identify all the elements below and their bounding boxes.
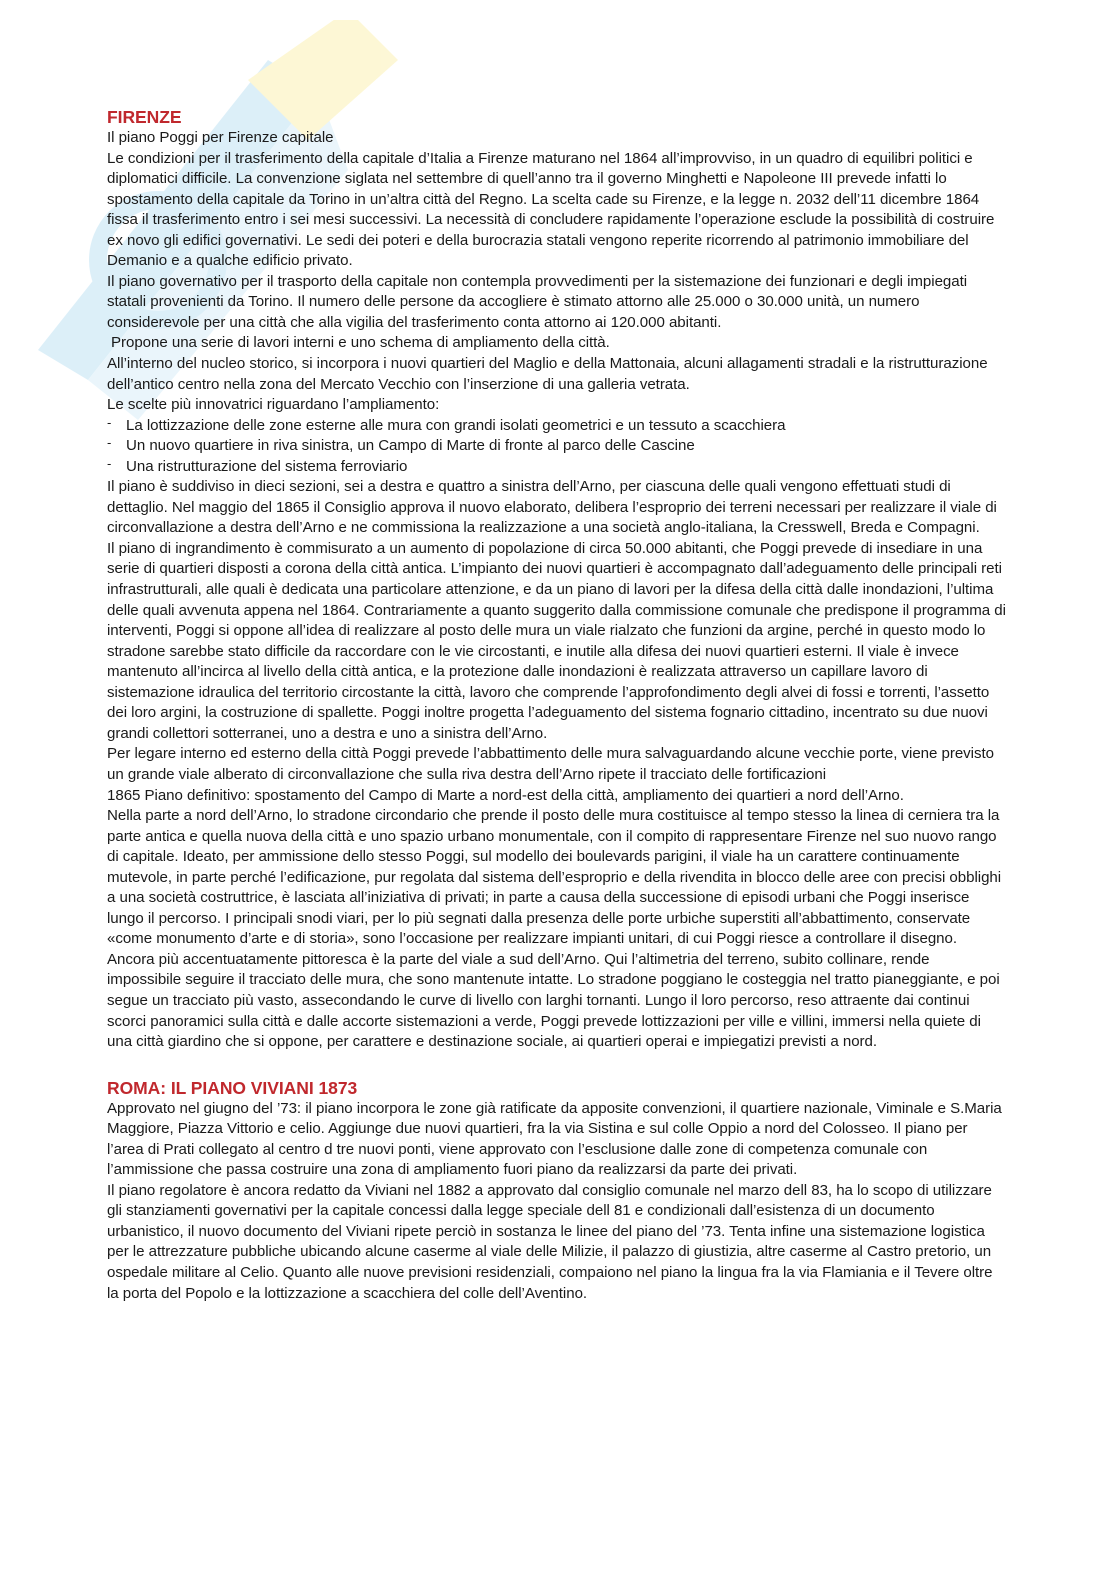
list-item-text: Un nuovo quartiere in riva sinistra, un Campo di Marte di fronte al parco delle Cascine: [126, 437, 695, 455]
list-marker: -: [107, 455, 112, 471]
list-marker: -: [107, 414, 112, 430]
list-item: [107, 457, 1007, 478]
section-subtitle-firenze: Il piano Poggi per Firenze capitale: [107, 129, 334, 146]
paragraph: Il piano regolatore è ancora redatto da Viviani nel 1882 a approvato dal consiglio comunale nel marzo dell 83, ha lo scopo di utilizzare gli stanziamenti governativi per la capitale concessi dalla legge speciale dell 81 e condizionali dall’esistenza di un documento urbanistico, il nuovo documento del Viviani ripete perciò in sostanza le linee del piano del ’73. Tenta infine una sistemazione logistica per le attrezzature pubbliche ubicando alcune caserme al viale delle Milizie, il palazzo di giustizia, altre caserme al Castro pretorio, un ospedale militare al Celio. Quanto alle nuove previsioni residenziali, compaiono nel piano la lingua fra la via Flamiania e il Tevere oltre la porta del Popolo e la lottizzazione a scacchiera del colle dell’Aventino.: [107, 1181, 993, 1302]
paragraph: All’interno del nucleo storico, si incorpora i nuovi quartieri del Maglio e della Mattonaia, alcuni allagamenti stradali e la ristrutturazione dell’antico centro nella zona del Mercato Vecchio con l’inserzione di una galleria vetrata.: [107, 355, 988, 393]
list-item-text: La lottizzazione delle zone esterne alle mura con grandi isolati geometrici e un tessuto a scacchiera: [126, 416, 786, 434]
paragraph: Ancora più accentuatamente pittoresca è la parte del viale a sud dell’Arno. Qui l’altimetria del terreno, subito collinare, rende impossibile seguire il tracciato delle mura, che sono mantenute intatte. Lo stradone poggiano le costeggia nel tratto pianeggiante, e poi segue un tracciato più vasto, assecondando le curve di livello con larghi tornanti. Lungo il loro percorso, reso attraente dai continui scorci panoramici sulla città e dalle accorte sistemazioni a verde, Poggi prevede lottizzazioni per ville e villini, immersi nella quiete di una città giardino che si oppone, per carattere e destinazione sociale, ai quartieri operai e impiegatizi previsti a nord.: [107, 950, 1000, 1051]
paragraph: Le condizioni per il trasferimento della capitale d’Italia a Firenze maturano nel 1864 all’improvviso, in un quadro di equilibri politici e diplomatici difficile. La convenzione siglata nel settembre di quell’anno tra il governo Minghetti e Napoleone III prevede infatti lo spostamento della capitale da Torino in un’altra città del Regno. La scelta cade su Firenze, e la legge n. 2032 dell’11 dicembre 1864 fissa il trasferimento entro i sei mesi successivi. La necessità di concludere rapidamente l’operazione esclude la possibilità di costruire ex novo gli edifici governativi. Le sedi dei poteri e della burocrazia statali vengono reperite ricorrendo al patrimonio immobiliare del Demanio e a qualche edificio privato.: [107, 149, 995, 270]
paragraph: Il piano di ingrandimento è commisurato a un aumento di popolazione di circa 50.000 abitanti, che Poggi prevede di insediare in una serie di quartieri disposti a corona della città antica. L’impianto dei nuovi quartieri è accompagnato dall’adeguamento delle principali reti infrastrutturali, alle quali è dedicata una particolare attenzione, e da un piano di lavori per la difesa della città dalle inondazioni, l’ultima delle quali avvenuta appena nel 1864. Contrariamente a quanto suggerito dalla commissione comunale che predispone il programma di interventi, Poggi si oppone all’idea di realizzare al posto delle mura un viale rialzato che funzioni da argine, perché in questo modo lo stradone sarebbe stato difficile da raccordare con le vie circostanti, e inutile alla difesa dei nuovi quartieri esterni. Il viale è invece mantenuto all’incirca al livello della città antica, e la protezione dalle inondazioni è realizzata attraverso un capillare lavoro di sistemazione idraulica del territorio circostante la città, lavoro che comprende l’approfondimento degli alvei di fossi e torrenti, l’assetto dei loro argini, la costruzione di spallette. Poggi inoltre progetta l’adeguamento del sistema fognario cittadino, incentrato su due nuovi grandi collettori sotterranei, uno a destra e uno a sinistra dell’Arno.: [107, 539, 1006, 742]
list-item: [107, 436, 1007, 457]
section-title-firenze: FIRENZE: [107, 107, 182, 127]
paragraph: Il piano è suddiviso in dieci sezioni, sei a destra e quattro a sinistra dell’Arno, per ciascuna delle quali vengono effettuati studi di dettaglio. Nel maggio del 1865 il Consiglio approva il nuovo elaborato, delibera l’esproprio dei terreni necessari per realizzare il viale di circonvallazione a destra dell’Arno e ne commissiona la realizzazione a una società anglo-italiana, la Cresswell, Breda e Compagni.: [107, 478, 997, 537]
bullet-list: [107, 416, 1007, 478]
paragraph: 1865 Piano definitivo: spostamento del Campo di Marte a nord-est della città, ampliamento dei quartieri a nord dell’Arno.: [107, 786, 904, 804]
paragraph: Propone una serie di lavori interni e uno schema di ampliamento della città.: [111, 334, 610, 352]
paragraph: Nella parte a nord dell’Arno, lo stradone circondario che prende il posto delle mura costituisce al tempo stesso la linea di cerniera tra la parte antica e quella nuova della città e uno spazio urbano monumentale, con il compito di rappresentare Firenze nel suo nuovo rango di capitale. Ideato, per ammissione dello stesso Poggi, sul modello dei boulevards parigini, il viale ha un carattere continuamente mutevole, in parte perché l’edificazione, pur regolata dal sistema dell’esproprio e della rivendita in blocco delle aree con precisi obblighi a una società costruttrice, è lasciata all’iniziativa di privati; in parte a causa della successione di episodi urbani che Poggi inserisce lungo il percorso. I principali snodi viari, per lo più segnati dalla presenza delle porte urbiche superstiti all’abbattimento, conservate «come monumento d’arte e di storia», sono l’occasione per realizzare impianti unitari, di cui Poggi riesce a controllare il disegno.: [107, 807, 1002, 948]
list-item-text: Una ristrutturazione del sistema ferroviario: [126, 457, 408, 475]
paragraph: Approvato nel giugno del ’73: il piano incorpora le zone già ratificate da apposite convenzioni, il quartiere nazionale, Viminale e S.Maria Maggiore, Piazza Vittorio e celio. Aggiunge due nuovi quartieri, fra la via Sistina e sul colle Oppio a nord del Colosseo. Il piano per l’area di Prati collegato al centro d tre nuovi ponti, viene approvato con l’esclusione dalle zone di competenza comunale con l’ammissione che passa costruire una zona di ampliamento fuori piano da realizzarsi da parte dei privati.: [107, 1099, 1002, 1179]
list-marker: -: [107, 435, 112, 451]
paragraph: Le scelte più innovatrici riguardano l’ampliamento:: [107, 396, 440, 414]
section-title-roma: ROMA: IL PIANO VIVIANI 1873: [107, 1077, 358, 1098]
paragraph: Per legare interno ed esterno della città Poggi prevede l’abbattimento delle mura salvaguardando alcune vecchie porte, viene previsto un grande viale alberato di circonvallazione che sulla riva destra dell’Arno ripete il tracciato delle fortificazioni: [107, 745, 994, 783]
document-page: [107, 106, 1007, 1304]
list-item: [107, 416, 1007, 437]
paragraph: Il piano governativo per il trasporto della capitale non contempla provvedimenti per la sistemazione dei funzionari e degli impiegati statali provenienti da Torino. Il numero delle persone da accogliere è stimato attorno alle 25.000 o 30.000 unità, un numero considerevole per una città che alla vigilia del trasferimento conta attorno ai 120.000 abitanti.: [107, 272, 968, 331]
